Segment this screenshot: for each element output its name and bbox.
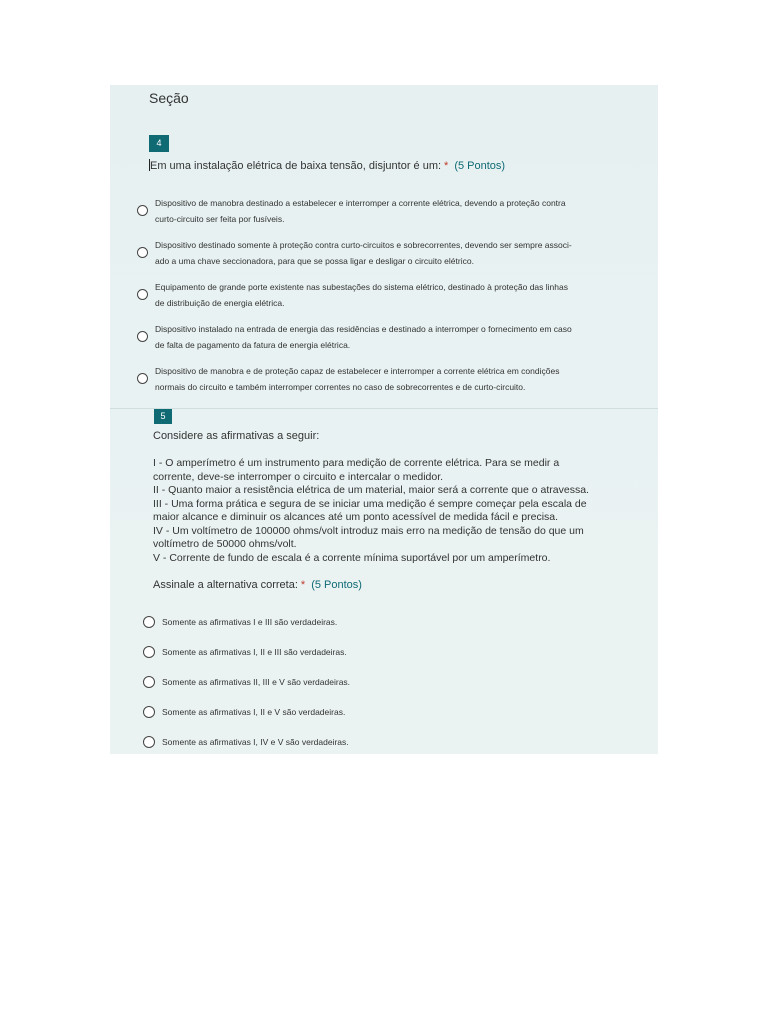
answer-option-text: Somente as afirmativas I e III são verdadeiras. (162, 617, 338, 627)
required-marker: * (300, 579, 306, 591)
answer-option[interactable] (143, 706, 345, 718)
question-4-label: Em uma instalação elétrica de baixa tensão, disjuntor é um: (150, 160, 442, 172)
answer-option[interactable] (137, 363, 637, 395)
radio-button[interactable] (143, 676, 155, 688)
answer-option-text: Somente as afirmativas I, IV e V são verdadeiras. (162, 737, 349, 747)
required-marker: * (444, 160, 449, 172)
statement-line: II - Quanto maior a resistência elétrica de um material, maior será a corrente que o atravessa. (153, 484, 589, 496)
answer-option-text: Somente as afirmativas I, II e V são verdadeiras. (162, 707, 346, 717)
question-5-prompt (153, 579, 362, 591)
question-5-intro: Considere as afirmativas a seguir: (153, 430, 320, 442)
question-number-badge: 4 (149, 135, 169, 152)
answer-option-text: Equipamento de grande porte existente nas subestações do sistema elétrico, destinado à proteção das linhas de distribuição de energia elétrica. (155, 282, 568, 308)
section-title: Seção (149, 90, 189, 106)
answer-option-text: Somente as afirmativas I, II e III são verdadeiras. (162, 647, 347, 657)
answer-option[interactable] (143, 736, 349, 748)
radio-button[interactable] (143, 706, 155, 718)
answer-option[interactable] (143, 616, 337, 628)
question-5-label: Assinale a alternativa correta: (153, 579, 298, 591)
question-number-badge: 5 (154, 409, 172, 424)
radio-button[interactable] (137, 289, 148, 300)
radio-button[interactable] (143, 646, 155, 658)
radio-button[interactable] (137, 373, 148, 384)
statement-line: voltímetro de 50000 ohms/volt. (153, 538, 297, 550)
answer-option[interactable] (137, 321, 637, 353)
answer-option-text: Dispositivo de manobra e de proteção capaz de estabelecer e interromper a corrente elétrica em condições normais do circuito e também interromper correntes no caso de sobrecorrentes e de curto-circuito. (155, 366, 560, 392)
radio-button[interactable] (137, 331, 148, 342)
statement-line: V - Corrente de fundo de escala é a corrente mínima suportável por um amperímetro. (153, 551, 551, 564)
radio-button[interactable] (143, 736, 155, 748)
answer-option[interactable] (137, 237, 637, 269)
radio-button[interactable] (143, 616, 155, 628)
question-4-text (149, 159, 505, 172)
question-divider (110, 408, 658, 409)
statement-line: I - O amperímetro é um instrumento para medição de corrente elétrica. Para se medir a (153, 457, 560, 469)
statement-line: maior alcance e diminuir os alcances até um ponto acessível de medida fácil e precisa. (153, 511, 559, 523)
answer-option-text: Dispositivo destinado somente à proteção contra curto-circuitos e sobrecorrentes, devendo ser sempre associ- ado a uma chave seccionadora, para que se possa ligar e desligar o circuito elétrico. (155, 240, 572, 266)
answer-option[interactable] (143, 646, 347, 658)
answer-option[interactable] (137, 195, 637, 227)
radio-button[interactable] (137, 205, 148, 216)
answer-option[interactable] (143, 676, 350, 688)
answer-option-text: Dispositivo instalado na entrada de energia das residências e destinado a interromper o fornecimento em caso de falta de pagamento da fatura de energia elétrica. (155, 324, 572, 350)
statement-line: IV - Um voltímetro de 100000 ohms/volt introduz mais erro na medição de tensão do que um (153, 524, 584, 537)
question-points: (5 Pontos) (454, 160, 506, 172)
statement-line: corrente, deve-se interromper o circuito e intercalar o medidor. (153, 470, 444, 483)
question-points: (5 Pontos) (311, 579, 362, 591)
answer-option-text: Dispositivo de manobra destinado a estabelecer e interromper a corrente elétrica, devendo a proteção contra curto-circuito ser feita por fusíveis. (155, 198, 566, 224)
form-screenshot (110, 85, 658, 754)
answer-option[interactable] (137, 279, 637, 311)
answer-option-text: Somente as afirmativas II, III e V são verdadeiras. (162, 677, 351, 687)
radio-button[interactable] (137, 247, 148, 258)
statement-line: III - Uma forma prática e segura de se iniciar uma medição é sempre começar pela escala de (153, 497, 587, 510)
statements-list (153, 457, 623, 565)
